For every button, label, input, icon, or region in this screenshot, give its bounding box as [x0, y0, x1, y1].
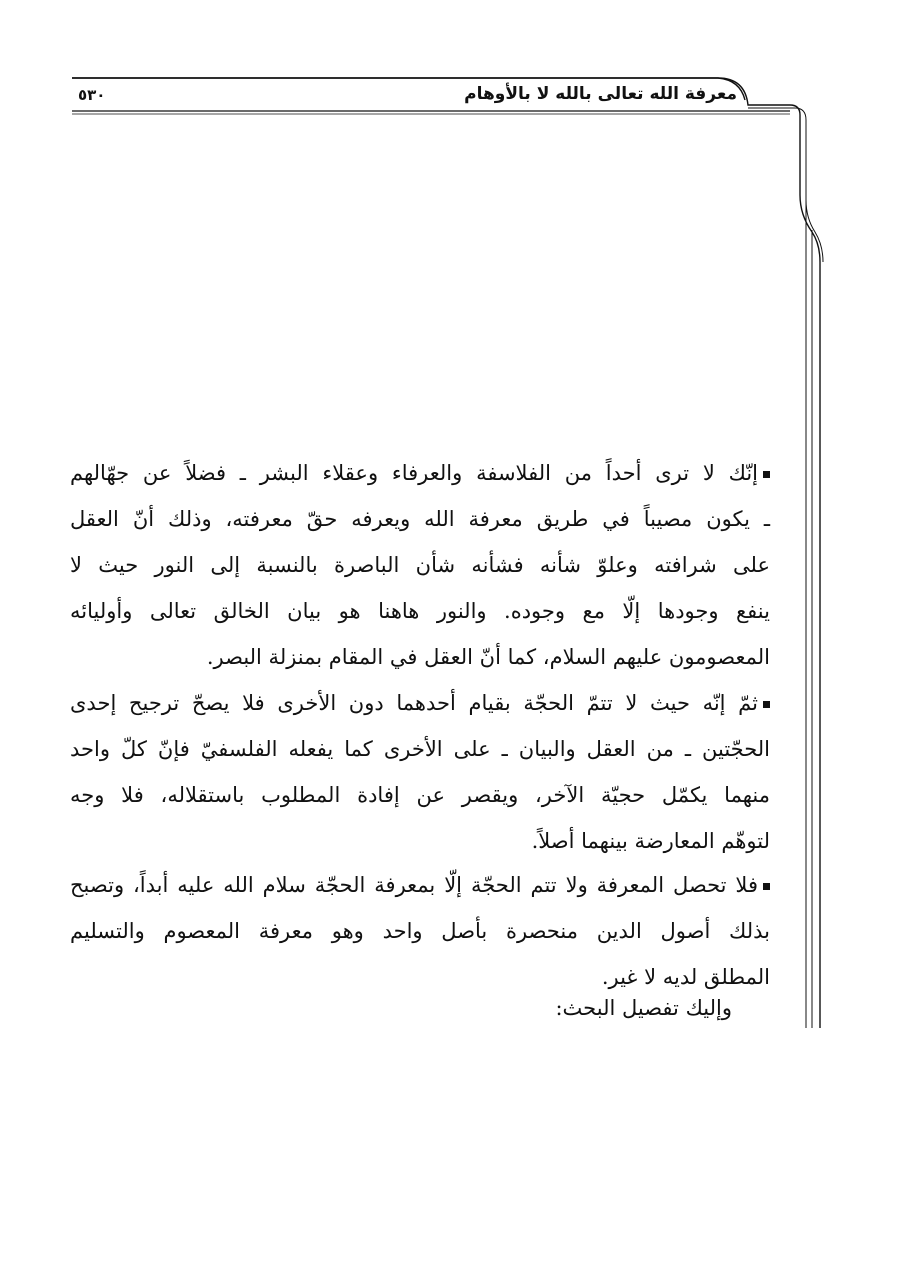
- paragraph-3: [70, 862, 770, 1000]
- paragraph-1-line-2: ـ يكون مصيباً في طريق معرفة الله ويعرفه حقّ معرفته، وذلك أنّ العقل: [70, 507, 770, 531]
- paragraph-1-line-4: ينفع وجودها إلّا مع وجوده. والنور هاهنا هو بيان الخالق تعالى وأوليائه: [70, 599, 770, 623]
- bullet-icon: [763, 471, 770, 478]
- paragraph-2-line-2: الحجّتين ـ من العقل والبيان ـ على الأخرى كما يفعله الفلسفيّ فإنّ كلّ واحد: [70, 737, 770, 761]
- paragraph-1-line-5: المعصومون عليهم السلام، كما أنّ العقل في المقام بمنزلة البصر.: [206, 645, 770, 669]
- paragraph-2-line-3: منهما يكمّل حجيّة الآخر، ويقصر عن إفادة المطلوب باستقلاله، فلا وجه: [70, 783, 770, 807]
- bullet-icon: [763, 701, 770, 708]
- page-number: ٥٣٠: [78, 86, 106, 104]
- paragraph-2-line-4: لتوهّم المعارضة بينهما أصلاً.: [531, 829, 770, 853]
- paragraph-3-line-1: فلا تحصل المعرفة ولا تتم الحجّة إلّا بمعرفة الحجّة سلام الله عليه أبداً، وتصبح: [70, 862, 770, 908]
- paragraph-2-line-1: ثمّ إنّه حيث لا تتمّ الحجّة بقيام أحدهما دون الأخرى فلا يصحّ ترجيح إحدى: [70, 680, 770, 726]
- paragraph-1-line-3: على شرافته وعلوّ شأنه فشأنه شأن الباصرة بالنسبة إلى النور حيث لا: [70, 553, 770, 577]
- closing-line: وإليك تفصيل البحث:: [555, 996, 732, 1020]
- bullet-icon: [763, 883, 770, 890]
- paragraph-1: [70, 450, 770, 680]
- running-header-title: معرفة الله تعالى بالله لا بالأوهام: [464, 84, 737, 104]
- paragraph-2: [70, 680, 770, 864]
- paragraph-3-line-3: المطلق لديه لا غير.: [601, 965, 770, 989]
- paragraph-3-line-2: بذلك أصول الدين منحصرة بأصل واحد وهو معرفة المعصوم والتسليم: [70, 919, 770, 943]
- paragraph-1-line-1: إنّك لا ترى أحداً من الفلاسفة والعرفاء وعقلاء البشر ـ فضلاً عن جهّالهم: [70, 450, 770, 496]
